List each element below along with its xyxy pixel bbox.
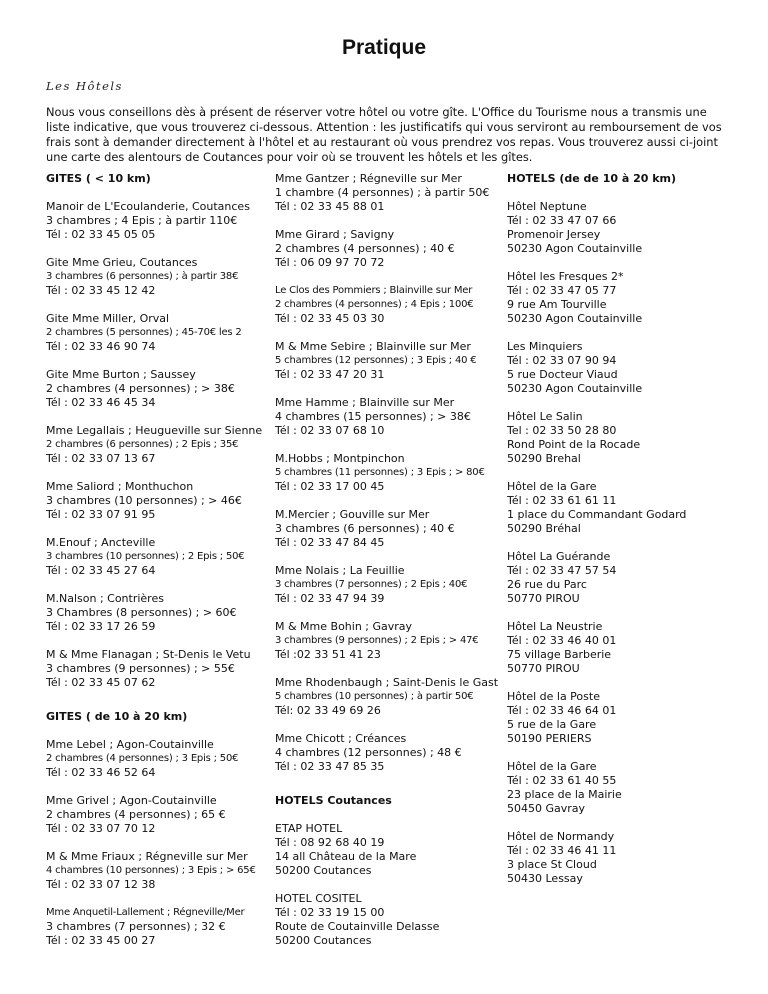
listing-entry: [46, 200, 272, 242]
listing-entry: [275, 620, 497, 662]
listing-entry: [46, 424, 272, 466]
listing-detail: 3 chambres (10 personnes) ; 2 Epis ; 50€: [46, 551, 245, 562]
listing-entry: [507, 270, 737, 326]
listing-detail: 75 village Barberie: [507, 648, 612, 661]
listing-detail: 50770 PIROU: [507, 662, 580, 675]
listing-name: Mme Girard ; Savigny: [275, 228, 395, 241]
listing-detail: 2 chambres (4 personnes) ; 3 Epis ; 50€: [46, 753, 239, 764]
listing-detail: 26 rue du Parc: [507, 578, 587, 591]
listing-detail: Tél: 02 33 49 69 26: [275, 704, 381, 717]
listing-entry: [46, 906, 272, 948]
listing-entry: [275, 676, 497, 718]
listing-detail: Tél : 02 33 46 41 11: [507, 844, 617, 857]
listing-detail: Tél : 02 33 07 68 10: [275, 424, 385, 437]
listing-detail: Tél : 02 33 07 90 94: [507, 354, 617, 367]
listing-detail: Tél : 02 33 61 61 11: [507, 494, 617, 507]
listing-detail: Tél : 06 09 97 70 72: [275, 256, 385, 269]
listing-detail: Tél : 02 33 45 00 27: [46, 934, 156, 947]
listing-name: Mme Lebel ; Agon-Coutainville: [46, 738, 214, 751]
listing-name: Le Clos des Pommiers ; Blainville sur Mer: [275, 285, 473, 296]
listing-detail: 3 chambres ; 4 Epis ; à partir 110€: [46, 214, 238, 227]
listing-detail: 4 chambres (12 personnes) ; 48 €: [275, 746, 462, 759]
listing-entry: [507, 410, 737, 466]
listing-entry: [275, 732, 497, 774]
listing-detail: 3 chambres (10 personnes) ; > 46€: [46, 494, 242, 507]
listing-detail: 2 chambres (6 personnes) ; 2 Epis ; 35€: [46, 439, 239, 450]
listing-entry: [507, 480, 737, 536]
listing-entry: [507, 830, 737, 886]
listing-detail: 50770 PIROU: [507, 592, 580, 605]
listing-name: Mme Rhodenbaugh ; Saint-Denis le Gast: [275, 676, 499, 689]
heading-gites-near: GITES ( < 10 km): [46, 172, 151, 185]
listing-entry: [275, 822, 497, 878]
listing-entry: [46, 592, 272, 634]
listing-detail: Tél : 02 33 45 07 62: [46, 676, 156, 689]
listing-detail: 50230 Agon Coutainville: [507, 382, 643, 395]
listing-detail: Tél : 08 92 68 40 19: [275, 836, 385, 849]
listing-entry: [46, 256, 272, 298]
listing-entry: [46, 738, 272, 780]
listing-entry: [275, 228, 497, 270]
listing-detail: 3 place St Cloud: [507, 858, 597, 871]
listing-detail: Tél : 02 33 45 05 05: [46, 228, 156, 241]
intro-paragraph: Nous vous conseillons dès à présent de réserver votre hôtel ou votre gîte. L'Office du Tourisme nous a transmis une liste indicative, que vous trouverez ci-dessous. Attention : les justificatifs qui vous serviront au remboursement de vos frais sont à demander directement à l'hôtel et au restaurant où vous prendrez vos repas. Vous trouverez aussi ci-joint une carte des alentours de Coutances pour voir où se trouvent les hôtels et les gîtes.: [46, 105, 722, 164]
listing-entry: [275, 452, 497, 494]
column-gites-continued: [275, 172, 497, 962]
listing-detail: 50450 Gavray: [507, 802, 586, 815]
listing-name: Mme Hamme ; Blainville sur Mer: [275, 396, 455, 409]
listing-name: M & Mme Bohin ; Gavray: [275, 620, 413, 633]
listing-group: [46, 200, 272, 690]
listing-detail: Tél : 02 33 07 13 67: [46, 452, 156, 465]
listing-detail: 1 place du Commandant Godard: [507, 508, 687, 521]
listing-group: [275, 822, 497, 948]
section-subtitle: Les Hôtels: [46, 79, 123, 93]
listing-entry: [46, 850, 272, 892]
listing-name: Hôtel La Neustrie: [507, 620, 603, 633]
listing-name: Les Minquiers: [507, 340, 583, 353]
listing-group: [507, 200, 737, 886]
listing-entry: [275, 340, 497, 382]
listing-name: Gite Mme Miller, Orval: [46, 312, 170, 325]
listing-detail: 5 rue Docteur Viaud: [507, 368, 618, 381]
listing-detail: Tél : 02 33 17 26 59: [46, 620, 156, 633]
listing-detail: Tél : 02 33 46 64 01: [507, 704, 617, 717]
listing-entry: [275, 396, 497, 438]
listing-detail: Tél : 02 33 45 03 30: [275, 312, 385, 325]
listing-detail: Tél : 02 33 47 05 77: [507, 284, 617, 297]
listing-name: M & Mme Flanagan ; St-Denis le Vetu: [46, 648, 251, 661]
listing-entry: [507, 200, 737, 256]
listing-detail: 3 chambres (7 personnes) ; 2 Epis ; 40€: [275, 579, 468, 590]
listing-detail: 5 rue de la Gare: [507, 718, 597, 731]
listing-detail: 2 chambres (4 personnes) ; 65 €: [46, 808, 226, 821]
listing-detail: Tél : 02 33 17 00 45: [275, 480, 385, 493]
listing-name: M.Enouf ; Ancteville: [46, 536, 156, 549]
listing-detail: 3 chambres (7 personnes) ; 32 €: [46, 920, 226, 933]
listing-entry: [275, 564, 497, 606]
listing-detail: 50230 Agon Coutainville: [507, 312, 643, 325]
listing-detail: Tél : 02 33 45 88 01: [275, 200, 385, 213]
listing-entry: [46, 536, 272, 578]
listing-detail: Tél : 02 33 45 27 64: [46, 564, 156, 577]
listing-name: Mme Anquetil-Lallement ; Régneville/Mer: [46, 907, 245, 918]
listing-detail: 1 chambre (4 personnes) ; à partir 50€: [275, 186, 490, 199]
listing-detail: 3 chambres (6 personnes) ; à partir 38€: [46, 271, 239, 282]
listing-entry: [46, 480, 272, 522]
listing-detail: 5 chambres (10 personnes) ; à partir 50€: [275, 691, 474, 702]
listing-name: M.Mercier ; Gouville sur Mer: [275, 508, 430, 521]
listing-entry: [507, 620, 737, 676]
heading-hotels-mid: HOTELS (de de 10 à 20 km): [507, 172, 677, 185]
listing-entry: [507, 760, 737, 816]
listing-detail: 5 chambres (12 personnes) ; 3 Epis ; 40 €: [275, 355, 477, 366]
listing-detail: 3 chambres (9 personnes) ; > 55€: [46, 662, 235, 675]
listing-entry: [46, 648, 272, 690]
listing-detail: 2 chambres (4 personnes) ; 40 €: [275, 242, 455, 255]
listing-detail: Tél : 02 33 46 45 34: [46, 396, 156, 409]
listing-detail: Tél : 02 33 47 85 35: [275, 760, 385, 773]
listing-detail: 50290 Bréhal: [507, 522, 581, 535]
listing-name: ETAP HOTEL: [275, 822, 343, 835]
listing-name: Hôtel La Guérande: [507, 550, 611, 563]
listing-name: Mme Legallais ; Heugueville sur Sienne: [46, 424, 263, 437]
listing-detail: Tél : 02 33 07 70 12: [46, 822, 156, 835]
listing-name: Mme Nolais ; La Feuillie: [275, 564, 405, 577]
listing-detail: 50190 PERIERS: [507, 732, 592, 745]
listing-detail: Tél : 02 33 19 15 00: [275, 906, 385, 919]
listing-name: M.Nalson ; Contrières: [46, 592, 164, 605]
listing-detail: 2 chambres (5 personnes) ; 45-70€ les 2: [46, 327, 242, 338]
column-gites-near: [46, 172, 272, 962]
listing-detail: Tél : 02 33 47 20 31: [275, 368, 385, 381]
listing-entry: [275, 172, 497, 214]
listing-detail: 14 all Château de la Mare: [275, 850, 417, 863]
listing-name: Hôtel les Fresques 2*: [507, 270, 624, 283]
listing-name: Mme Chicott ; Créances: [275, 732, 407, 745]
listing-entry: [507, 340, 737, 396]
listing-detail: 50430 Lessay: [507, 872, 583, 885]
listing-detail: 3 Chambres (8 personnes) ; > 60€: [46, 606, 237, 619]
listing-detail: Rond Point de la Rocade: [507, 438, 641, 451]
listing-entry: [275, 892, 497, 948]
listing-detail: Tél : 02 33 47 57 54: [507, 564, 617, 577]
page-title: Pratique: [341, 36, 427, 59]
listing-detail: 5 chambres (11 personnes) ; 3 Epis ; > 80€: [275, 467, 485, 478]
listing-entry: [275, 508, 497, 550]
listing-entry: [46, 368, 272, 410]
listing-detail: Tél : 02 33 45 12 42: [46, 284, 156, 297]
listing-detail: Tél : 02 33 07 91 95: [46, 508, 156, 521]
listing-detail: 50200 Coutances: [275, 864, 372, 877]
listing-name: M.Hobbs ; Montpinchon: [275, 452, 405, 465]
listing-name: Hôtel de la Gare: [507, 760, 597, 773]
listing-detail: Tél : 02 33 47 84 45: [275, 536, 385, 549]
column-hotels-mid: [507, 172, 737, 900]
listing-entry: [46, 312, 272, 354]
listing-name: Hôtel de Normandy: [507, 830, 615, 843]
listing-detail: Tél :02 33 51 41 23: [275, 648, 381, 661]
listing-entry: [507, 550, 737, 606]
listing-name: M & Mme Sebire ; Blainville sur Mer: [275, 340, 471, 353]
listing-detail: 50200 Coutances: [275, 934, 372, 947]
heading-hotels-coutances: HOTELS Coutances: [275, 794, 392, 807]
listing-name: Hôtel Neptune: [507, 200, 587, 213]
listing-group: [46, 738, 272, 948]
listing-detail: Tél : 02 33 47 07 66: [507, 214, 617, 227]
listing-detail: 2 chambres (4 personnes) ; 4 Epis ; 100€: [275, 299, 474, 310]
listing-name: Gite Mme Grieu, Coutances: [46, 256, 198, 269]
listing-name: Hôtel de la Gare: [507, 480, 597, 493]
listing-name: Gite Mme Burton ; Saussey: [46, 368, 196, 381]
listing-detail: 50230 Agon Coutainville: [507, 242, 643, 255]
listing-name: Hôtel Le Salin: [507, 410, 583, 423]
listing-name: Mme Gantzer ; Régneville sur Mer: [275, 172, 462, 185]
listing-detail: Tél : 02 33 47 94 39: [275, 592, 385, 605]
listing-detail: Tel : 02 33 50 28 80: [507, 424, 617, 437]
listing-detail: Tél : 02 33 46 90 74: [46, 340, 156, 353]
listing-detail: Tél : 02 33 46 40 01: [507, 634, 617, 647]
listing-group: [275, 172, 497, 774]
listing-detail: 50290 Brehal: [507, 452, 581, 465]
listing-name: Manoir de L'Ecoulanderie, Coutances: [46, 200, 250, 213]
listing-name: HOTEL COSITEL: [275, 892, 362, 905]
heading-gites-mid: GITES ( de 10 à 20 km): [46, 710, 188, 723]
listing-entry: [275, 284, 497, 326]
listing-entry: [46, 794, 272, 836]
listing-name: M & Mme Friaux ; Régneville sur Mer: [46, 850, 248, 863]
listing-detail: 3 chambres (6 personnes) ; 40 €: [275, 522, 455, 535]
listing-detail: Tél : 02 33 07 12 38: [46, 878, 156, 891]
listing-detail: 3 chambres (9 personnes) ; 2 Epis ; > 47€: [275, 635, 479, 646]
listing-detail: Tél : 02 33 61 40 55: [507, 774, 617, 787]
listing-detail: 9 rue Am Tourville: [507, 298, 607, 311]
listing-detail: Tél : 02 33 46 52 64: [46, 766, 156, 779]
listing-detail: 4 chambres (10 personnes) ; 3 Epis ; > 65€: [46, 865, 256, 876]
listing-name: Mme Grivel ; Agon-Coutainville: [46, 794, 217, 807]
listing-name: Hôtel de la Poste: [507, 690, 600, 703]
listing-entry: [507, 690, 737, 746]
listing-detail: 23 place de la Mairie: [507, 788, 622, 801]
listing-detail: Promenoir Jersey: [507, 228, 601, 241]
listing-detail: Route de Coutainville Delasse: [275, 920, 440, 933]
listing-detail: 2 chambres (4 personnes) ; > 38€: [46, 382, 235, 395]
listing-name: Mme Saliord ; Monthuchon: [46, 480, 194, 493]
listing-detail: 4 chambres (15 personnes) ; > 38€: [275, 410, 471, 423]
